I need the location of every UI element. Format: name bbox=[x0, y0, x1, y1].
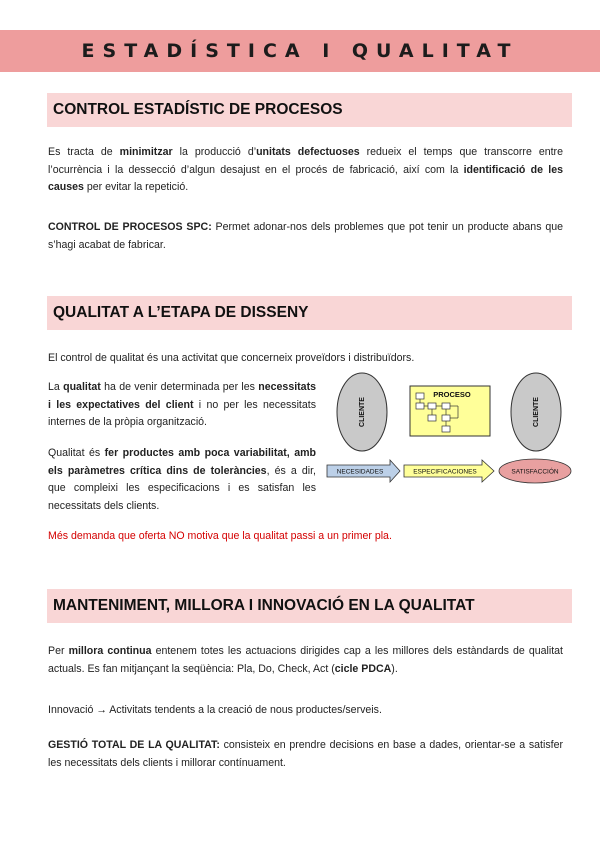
process-label: PROCESO bbox=[433, 390, 471, 399]
section-heading-design bbox=[47, 296, 572, 330]
section-title: CONTROL ESTADÍSTIC DE PROCESOS bbox=[53, 101, 343, 118]
client-right-label: CLIENTE bbox=[532, 397, 540, 427]
client-left-label: CLIENTE bbox=[358, 397, 366, 427]
section-title: MANTENIMENT, MILLORA I INNOVACIÓ EN LA QUALITAT bbox=[53, 597, 475, 614]
paragraph-quality-client: La qualitat ha de venir determinada per les necessitats i les expectatives del client i no per les necessitats internes de la pròpia organització. bbox=[48, 381, 317, 428]
paragraph-quality-variability: Qualitat és fer productes amb poca variabilitat, amb els paràmetres crítica dins de toleràncies, és a dir, que compleixi les especificacions i es satisfan les necessitats dels clients. bbox=[48, 447, 316, 512]
satisfaction-label: SATISFACCIÓN bbox=[511, 468, 559, 476]
page-title: ESTADÍSTICA I QUALITAT bbox=[81, 40, 519, 62]
paragraph-quality-control: El control de qualitat és una activitat que concerneix proveïdors i distribuïdors. bbox=[48, 352, 415, 364]
paragraph-innovation: Innovació → Activitats tendents a la creació de nous productes/serveis. bbox=[48, 704, 382, 716]
paragraph-control-definition: Es tracta de minimitzar la producció d’unitats defectuoses redueix el temps que transcorre entre l’ocurrència i la dessecció d’algun desajust en el procés de fabricació, així com la identificació de les causes per evitar la repetició. bbox=[48, 146, 563, 193]
title-bar bbox=[0, 30, 600, 72]
specifications-label: ESPECIFICACIONES bbox=[413, 468, 477, 476]
paragraph-demand-note: Més demanda que oferta NO motiva que la qualitat passi a un primer pla. bbox=[48, 530, 392, 542]
needs-label: NECESIDADES bbox=[336, 468, 384, 476]
quality-process-diagram bbox=[324, 372, 584, 492]
section-title: QUALITAT A L’ETAPA DE DISSENY bbox=[53, 304, 309, 321]
section-heading-control bbox=[47, 93, 572, 127]
section-heading-improvement bbox=[47, 589, 572, 623]
paragraph-total-quality: GESTIÓ TOTAL DE LA QUALITAT: consisteix en prendre decisions en base a dades, orientar-se a satisfer les necessitats dels clients i millorar contínuament. bbox=[48, 739, 563, 769]
paragraph-continuous-improvement: Per millora continua entenem totes les actuacions dirigides cap a les millores dels estàndards de qualitat actuals. Es fan mitjançant la seqüència: Pla, Do, Check, Act (cicle PDCA). bbox=[48, 645, 563, 675]
paragraph-spc: CONTROL DE PROCESOS SPC: Permet adonar-nos dels problemes que pot tenir un producte abans que s’hagi acabat de fabricar. bbox=[48, 221, 563, 251]
